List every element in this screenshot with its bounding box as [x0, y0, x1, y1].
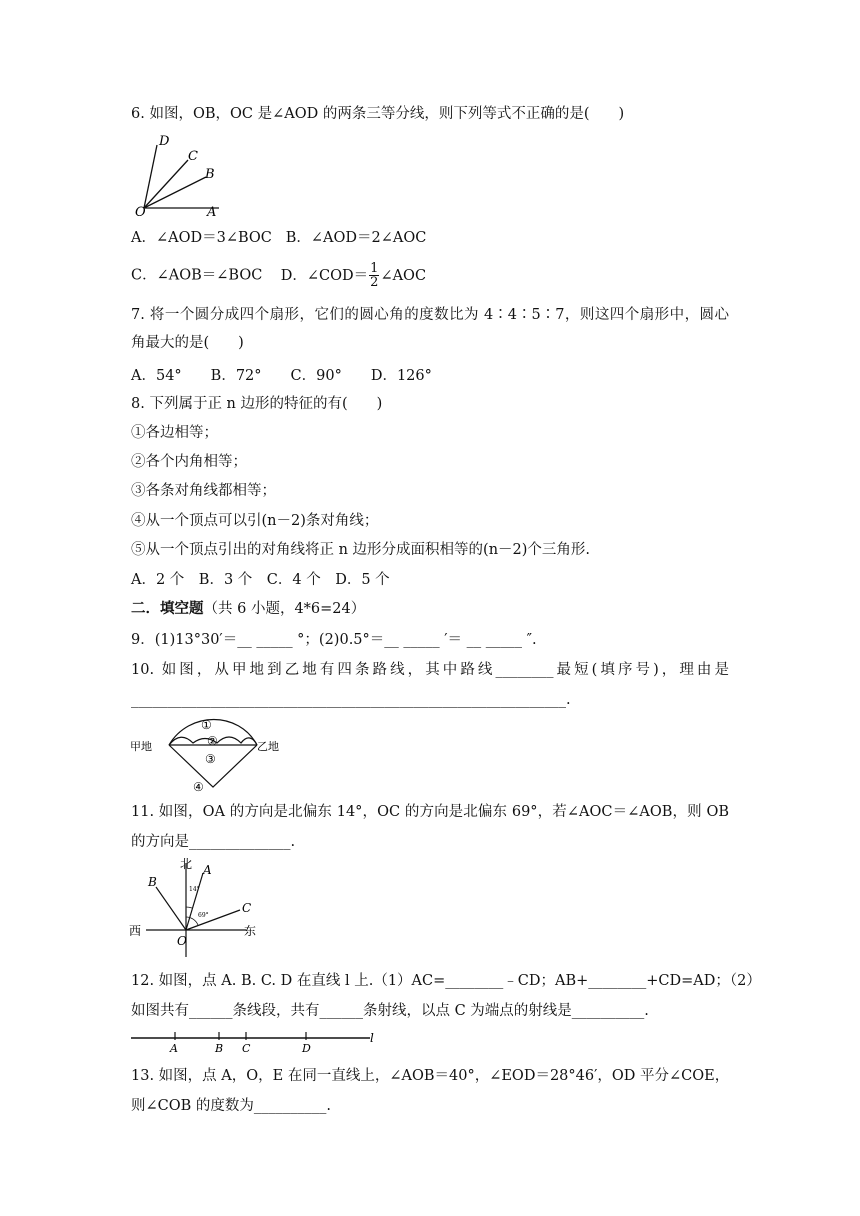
- label-end: 乙地: [257, 740, 279, 753]
- q8-item-1: ①各边相等；: [131, 425, 218, 441]
- label-route-1: ①: [201, 718, 212, 732]
- q10-stem-line1: 10. 如图，从甲地到乙地有四条路线，其中路线________最短(填序号)，理由是: [131, 662, 729, 678]
- label-b: B: [205, 167, 215, 182]
- label-route-4: ④: [193, 780, 204, 794]
- q6-options-row1: [131, 228, 426, 248]
- label-d: D: [302, 1042, 311, 1055]
- label-north: 北: [180, 857, 193, 871]
- label-west: 西: [129, 924, 142, 938]
- q11-figure: [128, 855, 263, 960]
- label-b: B: [215, 1042, 224, 1055]
- q12-stem-line2: 如图共有______条线段，共有______条射线，以点 C 为端点的射线是__________.: [131, 1003, 649, 1019]
- q6-figure: [131, 132, 226, 222]
- label-a: A: [207, 205, 217, 220]
- q8-options: A．2 个 B．3 个 C．4 个 D．5 个: [131, 572, 390, 588]
- q6-option-d: D．∠COD＝ $\frac{1}{2}$ ∠AOC: [280, 261, 427, 290]
- q8-stem: 8. 下列属于正 n 边形的特征的有( ): [131, 396, 383, 412]
- ray-ob: [156, 887, 186, 930]
- q13-stem-line2: 则∠COB 的度数为__________.: [131, 1098, 332, 1114]
- ray-od: [144, 145, 157, 208]
- label-a: A: [170, 1042, 178, 1055]
- label-route-2: ②: [207, 734, 218, 748]
- fraction-one-half: $\frac{1}{2}$: [370, 261, 379, 290]
- label-c: C: [242, 1042, 251, 1055]
- q9-text: 9．(1)13°30′＝__ _____ °；(2)0.5°＝__ _____ ′＝ __ _____ ″.: [131, 632, 537, 648]
- q11-stem-line1: 11. 如图，OA 的方向是北偏东 14°，OC 的方向是北偏东 69°，若∠AOC＝∠AOB，则 OB: [131, 804, 729, 820]
- label-a: A: [203, 863, 212, 877]
- label-angle-69: 69°: [198, 912, 209, 919]
- label-c: C: [188, 149, 198, 164]
- q8-item-5: ⑤从一个顶点引出的对角线将正 n 边形分成面积相等的(n－2)个三角形.: [131, 542, 591, 558]
- q12-stem-line1: 12. 如图，点 A. B. C. D 在直线 l 上.（1）AC=________﹣CD；AB+________+CD=AD；（2）: [131, 973, 761, 989]
- q7-stem-line2: 角最大的是( ): [131, 335, 244, 351]
- q6-stem: 6. 如图，OB，OC 是∠AOD 的两条三等分线，则下列等式不正确的是( ): [131, 106, 625, 122]
- arc-14: [186, 907, 192, 908]
- q6-option-c: C．∠AOB＝∠BOC: [131, 267, 263, 284]
- label-b: B: [148, 875, 157, 889]
- q10-figure: [129, 715, 284, 795]
- q10-stem-line2: ____________________________________________________________.: [131, 692, 571, 708]
- q12-figure: [130, 1026, 378, 1056]
- q7-stem-line1: 7. 将一个圆分成四个扇形，它们的圆心角的度数比为 4∶4∶5∶7，则这四个扇形中，圆心: [131, 307, 729, 323]
- label-d: D: [159, 134, 170, 149]
- label-start: 甲地: [130, 740, 152, 753]
- ray-ob: [144, 177, 206, 208]
- q6-option-b: B．∠AOD＝2∠AOC: [285, 230, 427, 246]
- ray-oc: [144, 160, 188, 208]
- label-east: 东: [244, 924, 257, 938]
- label-l: l: [370, 1031, 374, 1045]
- ray-oa: [186, 873, 203, 930]
- label-angle-14: 14°: [189, 886, 200, 893]
- section-title: 二．填空题: [131, 600, 204, 617]
- label-o: O: [135, 205, 146, 220]
- q6-option-a: A．∠AOD＝3∠BOC: [131, 230, 272, 246]
- label-c: C: [242, 901, 252, 915]
- q8-item-2: ②各个内角相等；: [131, 454, 247, 470]
- section-heading: [131, 599, 365, 619]
- label-route-3: ③: [205, 752, 216, 766]
- q13-stem-line1: 13. 如图，点 A，O，E 在同一直线上，∠AOB＝40°，∠EOD＝28°46′，OD 平分∠COE，: [131, 1068, 730, 1084]
- q11-stem-line2: 的方向是______________.: [131, 834, 296, 850]
- q8-item-4: ④从一个顶点可以引(n－2)条对角线；: [131, 513, 379, 529]
- q7-options: A．54° B．72° C．90° D．126°: [131, 368, 432, 384]
- section-note: （共 6 小题，4*6=24）: [203, 601, 366, 617]
- label-o: O: [177, 934, 187, 948]
- q6-options-row2: [131, 262, 426, 289]
- q8-item-3: ③各条对角线都相等；: [131, 483, 276, 499]
